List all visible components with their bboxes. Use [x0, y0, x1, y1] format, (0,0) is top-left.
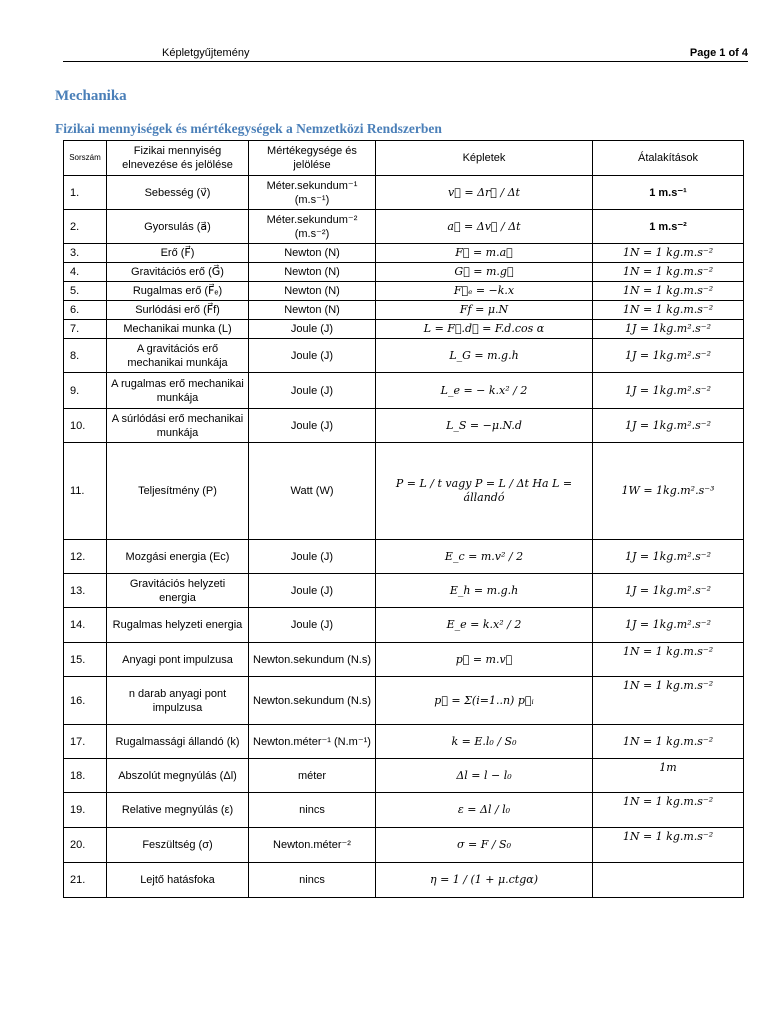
section-heading: Mechanika: [55, 88, 127, 104]
unit: Watt (W): [249, 443, 376, 540]
conversion: 1m: [593, 759, 744, 793]
unit: Newton.méter⁻²: [249, 828, 376, 863]
table-row: [64, 176, 744, 210]
quantity-name: Sebesség (v⃗): [107, 176, 249, 210]
quantity-name: A rugalmas erő mechanikai munkája: [107, 373, 249, 409]
conversion: 1J = 1kg.m².s⁻²: [593, 608, 744, 643]
formula: a⃗ = Δv⃗ / Δt: [376, 210, 593, 244]
conversion: [593, 863, 744, 898]
formula: σ = F / S₀: [376, 828, 593, 863]
unit: Joule (J): [249, 409, 376, 443]
formula: E_e = k.x² / 2: [376, 608, 593, 643]
row-number: 12.: [64, 540, 107, 574]
unit: Joule (J): [249, 540, 376, 574]
formula: Ff = μ.N: [376, 301, 593, 320]
row-number: 19.: [64, 793, 107, 828]
formula: η = 1 / (1 + μ.ctgα): [376, 863, 593, 898]
formula: k = E.l₀ / S₀: [376, 725, 593, 759]
formula: p⃗ = Σ(i=1..n) p⃗ᵢ: [376, 677, 593, 725]
unit: nincs: [249, 863, 376, 898]
row-number: 2.: [64, 210, 107, 244]
quantity-name: Feszültség (σ): [107, 828, 249, 863]
col-header-formula: Képletek: [376, 141, 593, 176]
row-number: 18.: [64, 759, 107, 793]
formula: F⃗ₑ = −k.x: [376, 282, 593, 301]
quantity-name: A súrlódási erő mechanikai munkája: [107, 409, 249, 443]
quantity-name: Mozgási energia (Ec): [107, 540, 249, 574]
conversion: 1N = 1 kg.m.s⁻²: [593, 263, 744, 282]
formula: E_h = m.g.h: [376, 574, 593, 608]
table-row: [64, 643, 744, 677]
row-number: 3.: [64, 244, 107, 263]
unit: nincs: [249, 793, 376, 828]
formula: E_c = m.v² / 2: [376, 540, 593, 574]
col-header-conversion: Átalakítások: [593, 141, 744, 176]
table-row: [64, 282, 744, 301]
unit: Joule (J): [249, 608, 376, 643]
row-number: 5.: [64, 282, 107, 301]
page-header: [63, 47, 748, 62]
quantity-name: Rugalmassági állandó (k): [107, 725, 249, 759]
quantity-name: n darab anyagi pont impulzusa: [107, 677, 249, 725]
quantity-name: Rugalmas erő (F⃗ₑ): [107, 282, 249, 301]
formula: L_G = m.g.h: [376, 339, 593, 373]
formula: Δl = l − l₀: [376, 759, 593, 793]
table-row: [64, 409, 744, 443]
table-row: [64, 301, 744, 320]
quantity-name: Gravitációs erő (G⃗): [107, 263, 249, 282]
row-number: 15.: [64, 643, 107, 677]
quantity-name: Gyorsulás (a⃗): [107, 210, 249, 244]
unit: Newton.méter⁻¹ (N.m⁻¹): [249, 725, 376, 759]
conversion: 1W = 1kg.m².s⁻³: [593, 443, 744, 540]
row-number: 11.: [64, 443, 107, 540]
row-number: 16.: [64, 677, 107, 725]
row-number: 1.: [64, 176, 107, 210]
quantity-name: Surlódási erő (F⃗f): [107, 301, 249, 320]
row-number: 17.: [64, 725, 107, 759]
table-row: [64, 759, 744, 793]
table-row: [64, 828, 744, 863]
row-number: 6.: [64, 301, 107, 320]
conversion: 1 m.s⁻¹: [593, 176, 744, 210]
table-row: [64, 540, 744, 574]
quantity-name: Relative megnyúlás (ε): [107, 793, 249, 828]
table-row: [64, 443, 744, 540]
unit: Newton (N): [249, 244, 376, 263]
conversion: 1N = 1 kg.m.s⁻²: [593, 282, 744, 301]
formula: L_S = −μ.N.d: [376, 409, 593, 443]
unit: Newton.sekundum (N.s): [249, 677, 376, 725]
unit: Joule (J): [249, 373, 376, 409]
table-row: [64, 210, 744, 244]
unit: Joule (J): [249, 320, 376, 339]
formula: ε = Δl / l₀: [376, 793, 593, 828]
unit: Newton (N): [249, 282, 376, 301]
unit: Newton (N): [249, 301, 376, 320]
row-number: 4.: [64, 263, 107, 282]
row-number: 21.: [64, 863, 107, 898]
quantity-name: Teljesítmény (P): [107, 443, 249, 540]
formula: p⃗ = m.v⃗: [376, 643, 593, 677]
table-row: [64, 725, 744, 759]
formula: F⃗ = m.a⃗: [376, 244, 593, 263]
page-number: Page 1 of 4: [689, 47, 748, 59]
quantity-name: Abszolút megnyúlás (Δl): [107, 759, 249, 793]
formula: L_e = − k.x² / 2: [376, 373, 593, 409]
unit: Joule (J): [249, 574, 376, 608]
table-row: [64, 373, 744, 409]
table-header-row: [64, 141, 744, 176]
unit: Newton (N): [249, 263, 376, 282]
quantity-name: Rugalmas helyzeti energia: [107, 608, 249, 643]
row-number: 9.: [64, 373, 107, 409]
conversion: 1J = 1kg.m².s⁻²: [593, 373, 744, 409]
table-row: [64, 574, 744, 608]
conversion: 1N = 1 kg.m.s⁻²: [593, 828, 744, 863]
conversion: 1J = 1kg.m².s⁻²: [593, 574, 744, 608]
conversion: 1 m.s⁻²: [593, 210, 744, 244]
table-row: [64, 244, 744, 263]
conversion: 1J = 1kg.m².s⁻²: [593, 540, 744, 574]
table-row: [64, 793, 744, 828]
quantity-name: Lejtő hatásfoka: [107, 863, 249, 898]
col-header-quantity: Fizikai mennyiség elnevezése és jelölése: [107, 141, 249, 176]
conversion: 1N = 1 kg.m.s⁻²: [593, 793, 744, 828]
quantity-name: Mechanikai munka (L): [107, 320, 249, 339]
unit: Méter.sekundum⁻² (m.s⁻²): [249, 210, 376, 244]
conversion: 1N = 1 kg.m.s⁻²: [593, 643, 744, 677]
section-subheading: Fizikai mennyiségek és mértékegységek a Nemzetközi Rendszerben: [55, 121, 442, 136]
unit: Newton.sekundum (N.s): [249, 643, 376, 677]
formula: v⃗ = Δr⃗ / Δt: [376, 176, 593, 210]
document-title: Képletgyűjtemény: [162, 47, 250, 59]
formula: P = L / t vagy P = L / Δt Ha L = állandó: [376, 443, 593, 540]
conversion: 1N = 1 kg.m.s⁻²: [593, 725, 744, 759]
table-row: [64, 320, 744, 339]
conversion: 1J = 1kg.m².s⁻²: [593, 339, 744, 373]
table-row: [64, 339, 744, 373]
col-header-number: Sorszám: [64, 141, 107, 176]
table-row: [64, 863, 744, 898]
quantity-name: A gravitációs erő mechanikai munkája: [107, 339, 249, 373]
row-number: 7.: [64, 320, 107, 339]
row-number: 10.: [64, 409, 107, 443]
conversion: 1N = 1 kg.m.s⁻²: [593, 301, 744, 320]
formula-table: [63, 140, 744, 898]
unit: Joule (J): [249, 339, 376, 373]
row-number: 20.: [64, 828, 107, 863]
formula: G⃗ = m.g⃗: [376, 263, 593, 282]
col-header-unit: Mértékegysége és jelölése: [249, 141, 376, 176]
formula: L = F⃗.d⃗ = F.d.cos α: [376, 320, 593, 339]
conversion: 1J = 1kg.m².s⁻²: [593, 409, 744, 443]
conversion: 1N = 1 kg.m.s⁻²: [593, 677, 744, 725]
table-row: [64, 263, 744, 282]
unit: méter: [249, 759, 376, 793]
conversion: 1N = 1 kg.m.s⁻²: [593, 244, 744, 263]
unit: Méter.sekundum⁻¹ (m.s⁻¹): [249, 176, 376, 210]
quantity-name: Anyagi pont impulzusa: [107, 643, 249, 677]
quantity-name: Gravitációs helyzeti energia: [107, 574, 249, 608]
table-row: [64, 608, 744, 643]
row-number: 13.: [64, 574, 107, 608]
table-row: [64, 677, 744, 725]
row-number: 14.: [64, 608, 107, 643]
row-number: 8.: [64, 339, 107, 373]
quantity-name: Erő (F⃗): [107, 244, 249, 263]
conversion: 1J = 1kg.m².s⁻²: [593, 320, 744, 339]
